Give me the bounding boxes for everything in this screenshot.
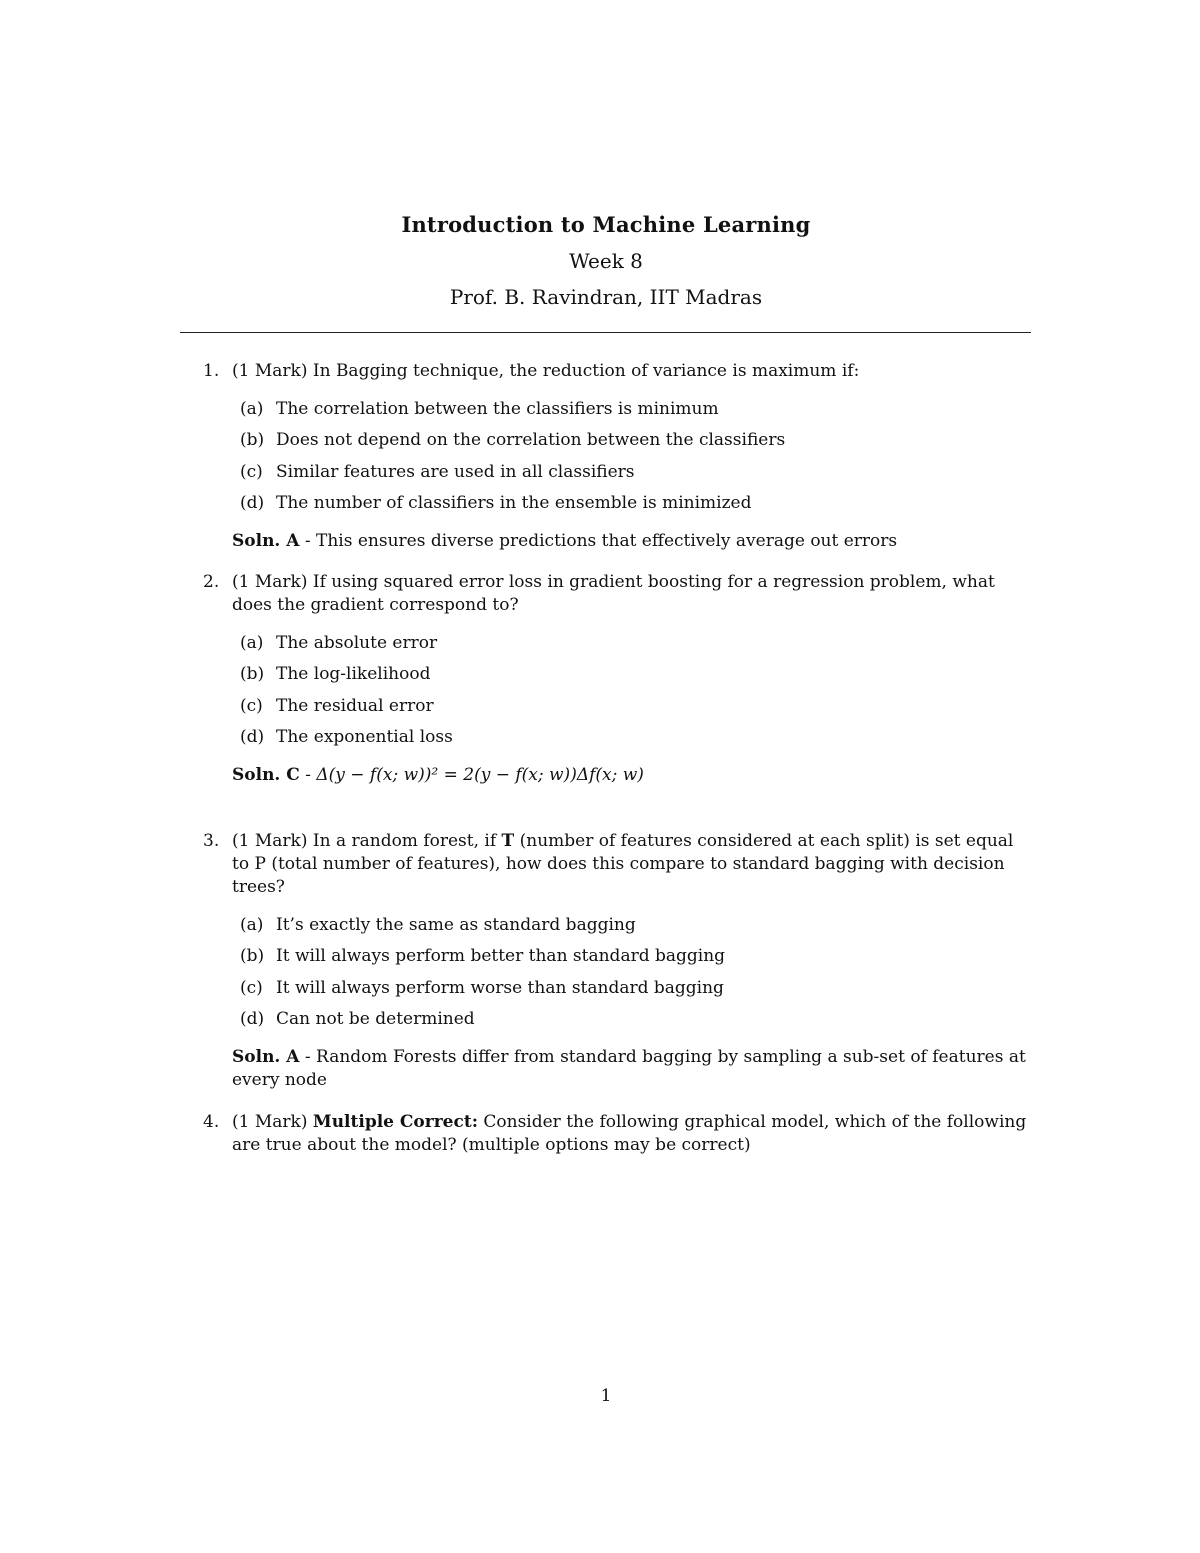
question-marks: (1 Mark) bbox=[232, 572, 308, 592]
option-item bbox=[240, 945, 1033, 976]
option-item bbox=[240, 695, 1033, 726]
question-text-part: In a random forest, if bbox=[312, 831, 497, 851]
instructor-line: Prof. B. Ravindran, IIT Madras bbox=[449, 285, 763, 309]
solution bbox=[232, 1046, 1033, 1092]
solution bbox=[232, 530, 1033, 553]
question-text-part: (number of features considered at each split) is set equal to P (total number of features), how does this compare to standard bagging with decision trees? bbox=[232, 831, 1014, 897]
option-label: (a) bbox=[240, 915, 264, 935]
option-label: (c) bbox=[240, 695, 263, 716]
question-3 bbox=[203, 830, 1033, 1092]
page-number: 1 bbox=[600, 1386, 612, 1406]
question-number: 1. bbox=[203, 361, 220, 381]
question-stem bbox=[232, 571, 1033, 617]
week-label: Week 8 bbox=[569, 249, 643, 273]
solution-text: - Random Forests differ from standard bagging by sampling a sub-set of features at every node bbox=[232, 1047, 1026, 1091]
question-text: If using squared error loss in gradient boosting for a regression problem, what does the gradient correspond to? bbox=[232, 572, 995, 615]
question-bold-term: T bbox=[501, 831, 515, 851]
question-number: 2. bbox=[203, 572, 220, 592]
solution-label: Soln. A bbox=[232, 531, 300, 552]
option-label: (b) bbox=[240, 430, 265, 451]
question-number: 4. bbox=[203, 1112, 220, 1132]
option-label: (d) bbox=[240, 492, 265, 513]
option-text: The log-likelihood bbox=[276, 664, 431, 685]
option-text: The exponential loss bbox=[276, 726, 453, 747]
option-list bbox=[240, 914, 1033, 1039]
option-label: (c) bbox=[240, 461, 263, 482]
option-label: (d) bbox=[240, 726, 265, 747]
question-2 bbox=[203, 571, 1033, 787]
option-label: (c) bbox=[240, 977, 263, 998]
document-title: Introduction to Machine Learning bbox=[401, 212, 811, 237]
option-label: (a) bbox=[240, 399, 264, 419]
question-stem bbox=[232, 360, 1033, 383]
question-bold-term: Multiple Correct: bbox=[312, 1112, 478, 1132]
option-text: It will always perform worse than standard bagging bbox=[276, 977, 724, 998]
option-text: The absolute error bbox=[276, 633, 438, 653]
solution-label: Soln. A bbox=[232, 1047, 300, 1068]
option-item bbox=[240, 492, 1033, 523]
question-marks: (1 Mark) bbox=[232, 361, 308, 381]
option-item bbox=[240, 914, 1033, 945]
option-text: The residual error bbox=[276, 695, 434, 716]
question-text: In Bagging technique, the reduction of variance is maximum if: bbox=[312, 361, 860, 381]
solution-formula: - Δ(y − f(x; w))² = 2(y − f(x; w))Δf(x; w) bbox=[305, 765, 644, 786]
question-number: 3. bbox=[203, 831, 220, 851]
question-marks: (1 Mark) bbox=[232, 831, 308, 851]
option-label: (a) bbox=[240, 633, 264, 653]
option-text: The correlation between the classifiers is minimum bbox=[276, 399, 719, 419]
question-marks: (1 Mark) bbox=[232, 1112, 308, 1132]
solution-text: - This ensures diverse predictions that effectively average out errors bbox=[304, 531, 898, 552]
option-item bbox=[240, 1008, 1033, 1039]
option-item bbox=[240, 461, 1033, 492]
option-list bbox=[240, 632, 1033, 757]
question-4 bbox=[203, 1111, 1033, 1157]
option-item bbox=[240, 726, 1033, 757]
option-label: (b) bbox=[240, 664, 265, 685]
question-1 bbox=[203, 360, 1033, 553]
document-header bbox=[0, 210, 1200, 311]
question-text: Consider the following graphical model, which of the following are true about the model? (multiple options may be correct) bbox=[232, 1112, 1027, 1155]
solution-label: Soln. C bbox=[232, 765, 300, 786]
option-item bbox=[240, 398, 1033, 429]
option-text: Can not be determined bbox=[276, 1008, 475, 1029]
option-label: (b) bbox=[240, 946, 265, 967]
option-label: (d) bbox=[240, 1008, 265, 1029]
option-text: Similar features are used in all classifiers bbox=[276, 461, 635, 482]
option-item bbox=[240, 632, 1033, 663]
option-item bbox=[240, 429, 1033, 460]
option-text: The number of classifiers in the ensemble is minimized bbox=[276, 492, 752, 513]
header-divider bbox=[180, 332, 1031, 333]
option-text: It’s exactly the same as standard bagging bbox=[276, 915, 636, 935]
option-item bbox=[240, 663, 1033, 694]
solution bbox=[232, 764, 1033, 787]
option-text: Does not depend on the correlation between the classifiers bbox=[276, 430, 786, 451]
option-item bbox=[240, 977, 1033, 1008]
option-list bbox=[240, 398, 1033, 523]
option-text: It will always perform better than standard bagging bbox=[276, 946, 726, 967]
question-stem bbox=[232, 830, 1033, 899]
question-stem bbox=[232, 1111, 1033, 1157]
